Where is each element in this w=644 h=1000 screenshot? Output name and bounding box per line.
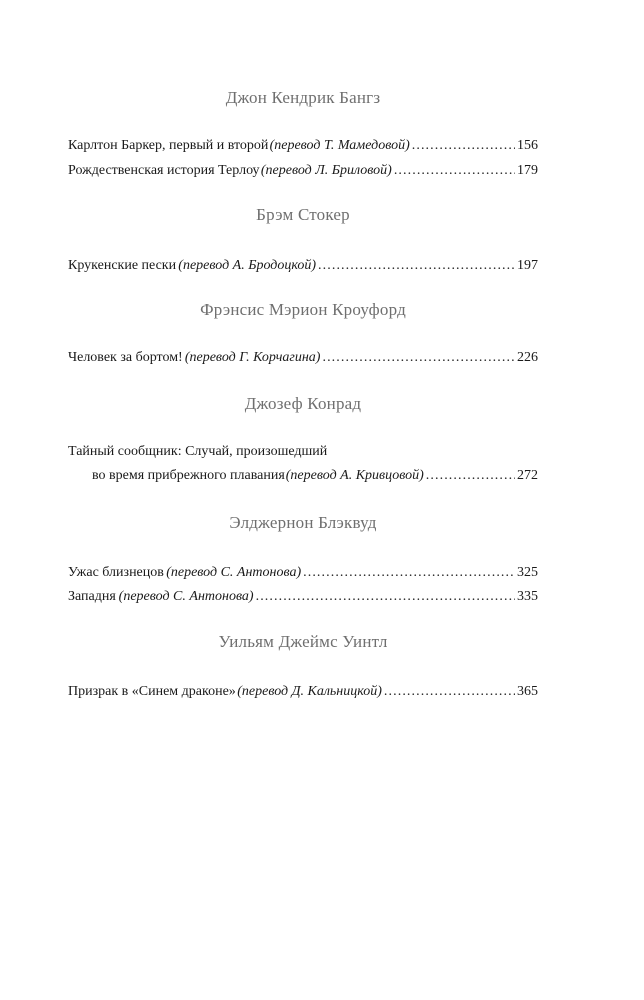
entry-translator: (перевод А. Бродоцкой) [178,258,317,273]
author-heading: Элджернон Блэквуд [229,513,377,532]
dot-leader [318,257,515,275]
entry-translator: (перевод С. Антонова) [166,565,302,580]
entry-title: Карлтон Баркер, первый и второй [68,138,269,153]
entry-translator: (перевод Л. Бриловой) [260,163,392,178]
dot-leader [256,588,515,606]
entry-page-number: 325 [517,565,538,580]
dot-leader [384,683,515,701]
entry-translator: (перевод Д. Кальницкой) [237,684,382,699]
entry-page-number: 365 [517,684,538,699]
entry-title: во время прибрежного плавания [92,468,285,483]
entry-translator: (перевод Т. Мамедовой) [269,138,410,153]
entry-page-number: 226 [517,350,538,365]
author-heading: Уильям Джеймс Уинтл [218,632,388,651]
toc-entry [92,467,538,485]
entry-translator: (перевод Г. Корчагина) [184,350,321,365]
entry-translator: (перевод С. Антонова) [118,589,254,604]
dot-leader [412,137,515,155]
entry-title: Призрак в «Синем драконе» [68,684,236,699]
entry-title: Рождественская история Терлоу [68,163,260,178]
entry-title-line1: Тайный сообщник: Случай, произошедший [68,444,328,459]
author-heading: Фрэнсис Мэрион Кроуфорд [200,300,406,319]
toc-entry [68,162,538,180]
entry-translator: (перевод А. Кривцовой) [285,468,424,483]
toc-entry [68,564,538,582]
author-heading: Джозеф Конрад [244,394,362,413]
toc-entry [68,137,538,155]
author-heading: Брэм Стокер [256,205,350,224]
dot-leader [303,564,515,582]
entry-title: Ужас близнецов [68,565,164,580]
toc-entry [68,349,538,367]
toc-entry [68,257,538,275]
entry-title: Крукенские пески [68,258,177,273]
entry-page-number: 156 [517,138,538,153]
entry-title: Западня [68,589,116,604]
dot-leader [322,349,515,367]
dot-leader [426,467,515,485]
entry-page-number: 197 [517,258,538,273]
dot-leader [394,162,515,180]
entry-page-number: 335 [517,589,538,604]
toc-entry [68,683,538,701]
toc-entry [68,588,538,606]
entry-title: Человек за бортом! [68,350,183,365]
author-heading: Джон Кендрик Бангз [225,88,381,107]
entry-page-number: 272 [517,468,538,483]
entry-page-number: 179 [517,163,538,178]
